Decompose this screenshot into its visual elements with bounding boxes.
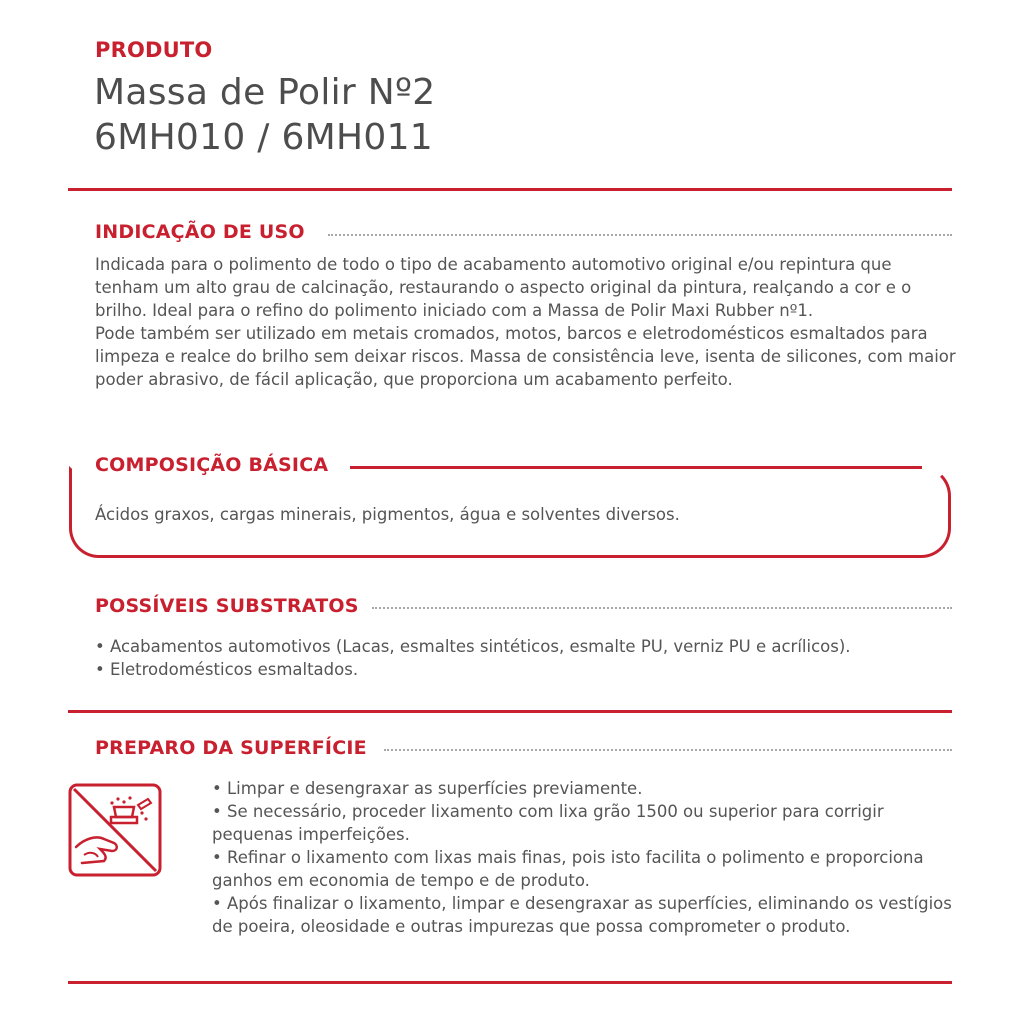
divider-substratos <box>68 710 952 713</box>
composicao-text: Ácidos graxos, cargas minerais, pigmentos, água e solventes diversos. <box>95 505 680 524</box>
section-heading-indicacao: INDICAÇÃO DE USO <box>95 221 305 243</box>
list-item: • Se necessário, proceder lixamento com lixa grão 1500 ou superior para corrigir pequenas imperfeições. <box>212 802 884 844</box>
section-heading-composicao: COMPOSIÇÃO BÁSICA <box>95 454 340 476</box>
list-item: • Limpar e desengraxar as superfícies previamente. <box>212 779 643 798</box>
product-label: PRODUTO <box>95 38 213 62</box>
list-item: • Acabamentos automotivos (Lacas, esmaltes sintéticos, esmalte PU, verniz PU e acrílicos). <box>95 637 851 656</box>
composicao-topline <box>350 466 922 469</box>
product-codes: 6MH010 / 6MH011 <box>94 117 434 158</box>
heading-dots <box>328 234 952 236</box>
section-heading-substratos: POSSÍVEIS SUBSTRATOS <box>95 595 359 617</box>
divider-header <box>68 188 952 191</box>
product-title: Massa de Polir Nº2 <box>94 72 436 113</box>
list-item: • Após finalizar o lixamento, limpar e desengraxar as superfícies, eliminando os vestígios de poeira, oleosidade e outras impurezas que possa comprometer o produto. <box>212 894 952 936</box>
sanding-surface-prep-icon <box>68 783 162 877</box>
heading-dots <box>384 749 952 751</box>
list-item: • Eletrodomésticos esmaltados. <box>95 660 359 679</box>
preparo-list <box>212 777 962 938</box>
divider-footer <box>68 981 952 984</box>
indicacao-paragraph: Indicada para o polimento de todo o tipo de acabamento automotivo original e/ou repintura que tenham um alto grau de calcinação, restaurando o aspecto original da pintura, realçando a cor e o brilho. Ideal para o refino do polimento iniciado com a Massa de Polir Maxi Rubber nº1. <box>95 255 912 320</box>
section-heading-preparo: PREPARO DA SUPERFÍCIE <box>95 737 367 759</box>
indicacao-paragraph: Pode também ser utilizado em metais cromados, motos, barcos e eletrodomésticos esmaltados para limpeza e realce do brilho sem deixar riscos. Massa de consistência leve, isenta de silicones, com maior poder abrasivo, de fácil aplicação, que proporciona um acabamento perfeito. <box>95 324 956 389</box>
heading-dots <box>372 607 952 609</box>
substratos-list <box>95 635 965 681</box>
indicacao-body <box>95 253 957 391</box>
list-item: • Refinar o lixamento com lixas mais finas, pois isto facilita o polimento e proporciona ganhos em economia de tempo e de produto. <box>212 848 924 890</box>
